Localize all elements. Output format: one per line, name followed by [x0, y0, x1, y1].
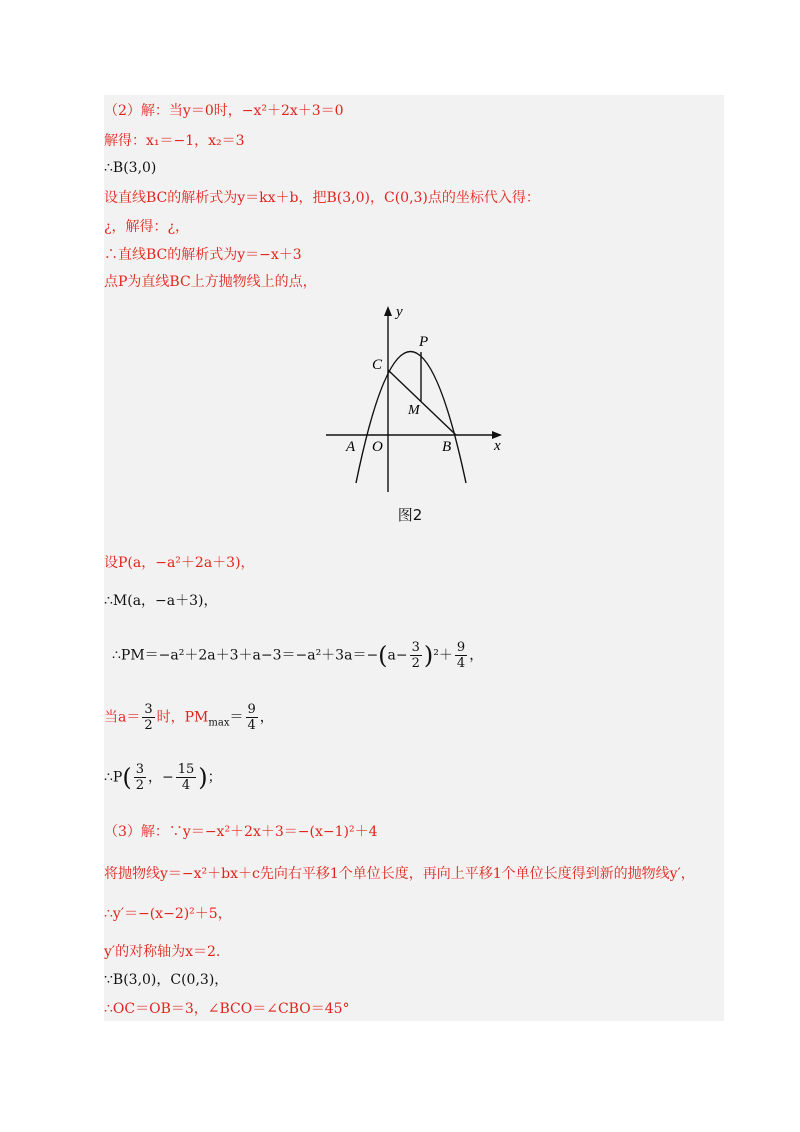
- segment-bc: [388, 370, 456, 435]
- solution-part3-line17: ∵B(3,0)，C(0,3)，: [104, 972, 229, 988]
- solution-line12: ∴P( $\frac{3}{2}$ ，− $\frac{15}{4}$ )；: [104, 762, 222, 793]
- solution-part2-line7: 点P为直线BC上方抛物线上的点，: [104, 274, 317, 290]
- solution-line8: 设P(a，−a²＋2a＋3)，: [104, 555, 255, 571]
- solution-part2-line4: 设直线BC的解析式为y＝kx＋b，把B(3,0)，C(0,3)点的坐标代入得：: [104, 190, 540, 206]
- solution-part2-line5: ¿，解得：¿，: [104, 219, 190, 235]
- solution-part3-line13: （3）解：∵y＝−x²＋2x＋3＝−(x−1)²＋4: [104, 824, 378, 840]
- solution-part2-line3: ∴B(3,0): [104, 160, 157, 176]
- solution-part3-line18: ∴OC＝OB＝3，∠BCO＝∠CBO＝45°: [104, 1001, 350, 1017]
- solution-part2-line1: （2）解：当y＝0时，−x²＋2x＋3＝0: [104, 103, 344, 119]
- solution-part2-line2: 解得：x₁＝−1，x₂＝3: [104, 133, 245, 149]
- solution-part3-line15: ∴y′＝−(x−2)²＋5，: [104, 906, 232, 922]
- label-o: O: [372, 439, 383, 455]
- figure-caption: 图2: [397, 506, 423, 524]
- y-axis-arrow-icon: [384, 306, 392, 316]
- label-b: B: [442, 439, 452, 455]
- figure-parabola: [320, 300, 510, 500]
- solution-part3-line16: y′的对称轴为x＝2.: [104, 944, 221, 960]
- label-a: A: [346, 439, 356, 455]
- solution-part3-line14: 将抛物线y＝−x²＋bx＋c先向右平移1个单位长度，再向上平移1个单位长度得到新的抛物线y′，: [104, 866, 695, 882]
- solution-line9: ∴M(a，−a＋3)，: [104, 593, 218, 609]
- solution-part2-line6: ∴直线BC的解析式为y＝−x＋3: [104, 247, 302, 263]
- label-m: M: [408, 403, 420, 418]
- label-x: x: [494, 438, 501, 454]
- solution-line11: 当a＝ $\frac{3}{2}$ 时，$PM_{max}=$ $\frac{9}{4}$ ，: [104, 702, 274, 733]
- solution-line10: ∴PM＝−a²＋2a＋3＋a−3＝−a²＋3a＝−(a− $\frac{3}{2}$ )²＋ $\frac{9}{4}$ ，: [112, 640, 484, 671]
- label-p: P: [419, 334, 429, 350]
- label-y: y: [396, 304, 403, 320]
- label-c: C: [372, 357, 383, 373]
